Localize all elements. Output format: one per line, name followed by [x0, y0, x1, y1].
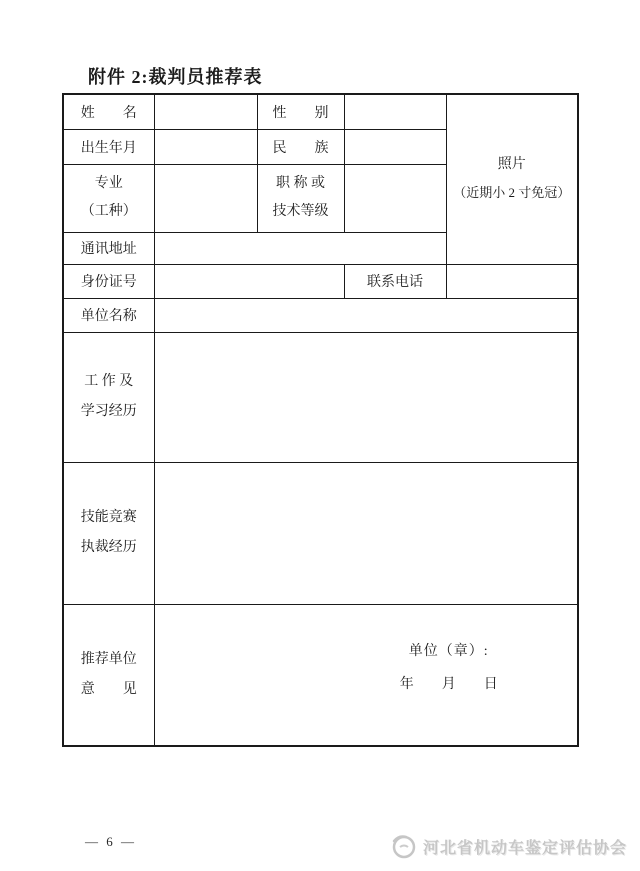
phone-value-cell [446, 264, 578, 298]
major-label-line1: 专业 [94, 176, 123, 191]
refereeing-history-label [63, 462, 154, 604]
rank-label [257, 164, 344, 232]
association-logo-icon [390, 832, 418, 860]
table-row [63, 264, 578, 298]
id-number-value-cell [154, 264, 344, 298]
photo-note: （近期小 2 寸免冠） [453, 185, 571, 201]
work-history-label-line2: 学习经历 [80, 404, 137, 419]
recommending-unit-label [63, 604, 154, 746]
refereeing-history-label-line2: 执裁经历 [80, 540, 137, 555]
unit-name-value-cell [154, 298, 578, 332]
table-row [63, 604, 578, 746]
table-row [63, 332, 578, 462]
name-value-cell [154, 94, 257, 129]
unit-name-label: 单位名称 [63, 298, 154, 332]
work-history-label [63, 332, 154, 462]
name-label: 姓 名 [63, 94, 154, 129]
work-history-value-cell [154, 332, 578, 462]
watermark-text: 河北省机动车鉴定评估协会 [423, 839, 628, 857]
birth-value-cell [154, 129, 257, 164]
rank-label-line2: 技术等级 [272, 204, 329, 219]
major-label [63, 164, 154, 232]
page-number: — 6 — [85, 834, 134, 849]
major-value-cell [154, 164, 257, 232]
refereeing-history-label-line1: 技能竞赛 [80, 510, 137, 525]
photo-label: 照片 [497, 157, 526, 173]
recommending-unit-label-line2: 意 见 [80, 681, 137, 697]
work-history-label-line1: 工 作 及 [84, 374, 134, 389]
unit-seal-label: 单位（章）: [408, 644, 489, 660]
watermark [390, 832, 627, 860]
photo-cell [446, 94, 578, 264]
referee-recommendation-form [62, 93, 579, 747]
rank-value-cell [344, 164, 446, 232]
table-row [63, 298, 578, 332]
table-row [63, 94, 578, 129]
address-value-cell [154, 232, 446, 264]
phone-label: 联系电话 [344, 264, 446, 298]
rank-label-line1: 职 称 或 [276, 176, 325, 191]
id-number-label: 身份证号 [63, 264, 154, 298]
address-label: 通讯地址 [63, 232, 154, 264]
refereeing-history-value-cell [154, 462, 578, 604]
ethnicity-label: 民 族 [257, 129, 344, 164]
recommending-unit-label-line1: 推荐单位 [80, 651, 137, 667]
birth-label: 出生年月 [63, 129, 154, 164]
gender-label: 性 别 [257, 94, 344, 129]
table-row [63, 462, 578, 604]
recommending-unit-opinion-cell [154, 604, 578, 746]
page-title: 附件 2:裁判员推荐表 [88, 67, 263, 87]
ethnicity-value-cell [344, 129, 446, 164]
date-label: 年 月 日 [399, 677, 498, 693]
major-label-line2: （工种） [80, 204, 137, 219]
gender-value-cell [344, 94, 446, 129]
